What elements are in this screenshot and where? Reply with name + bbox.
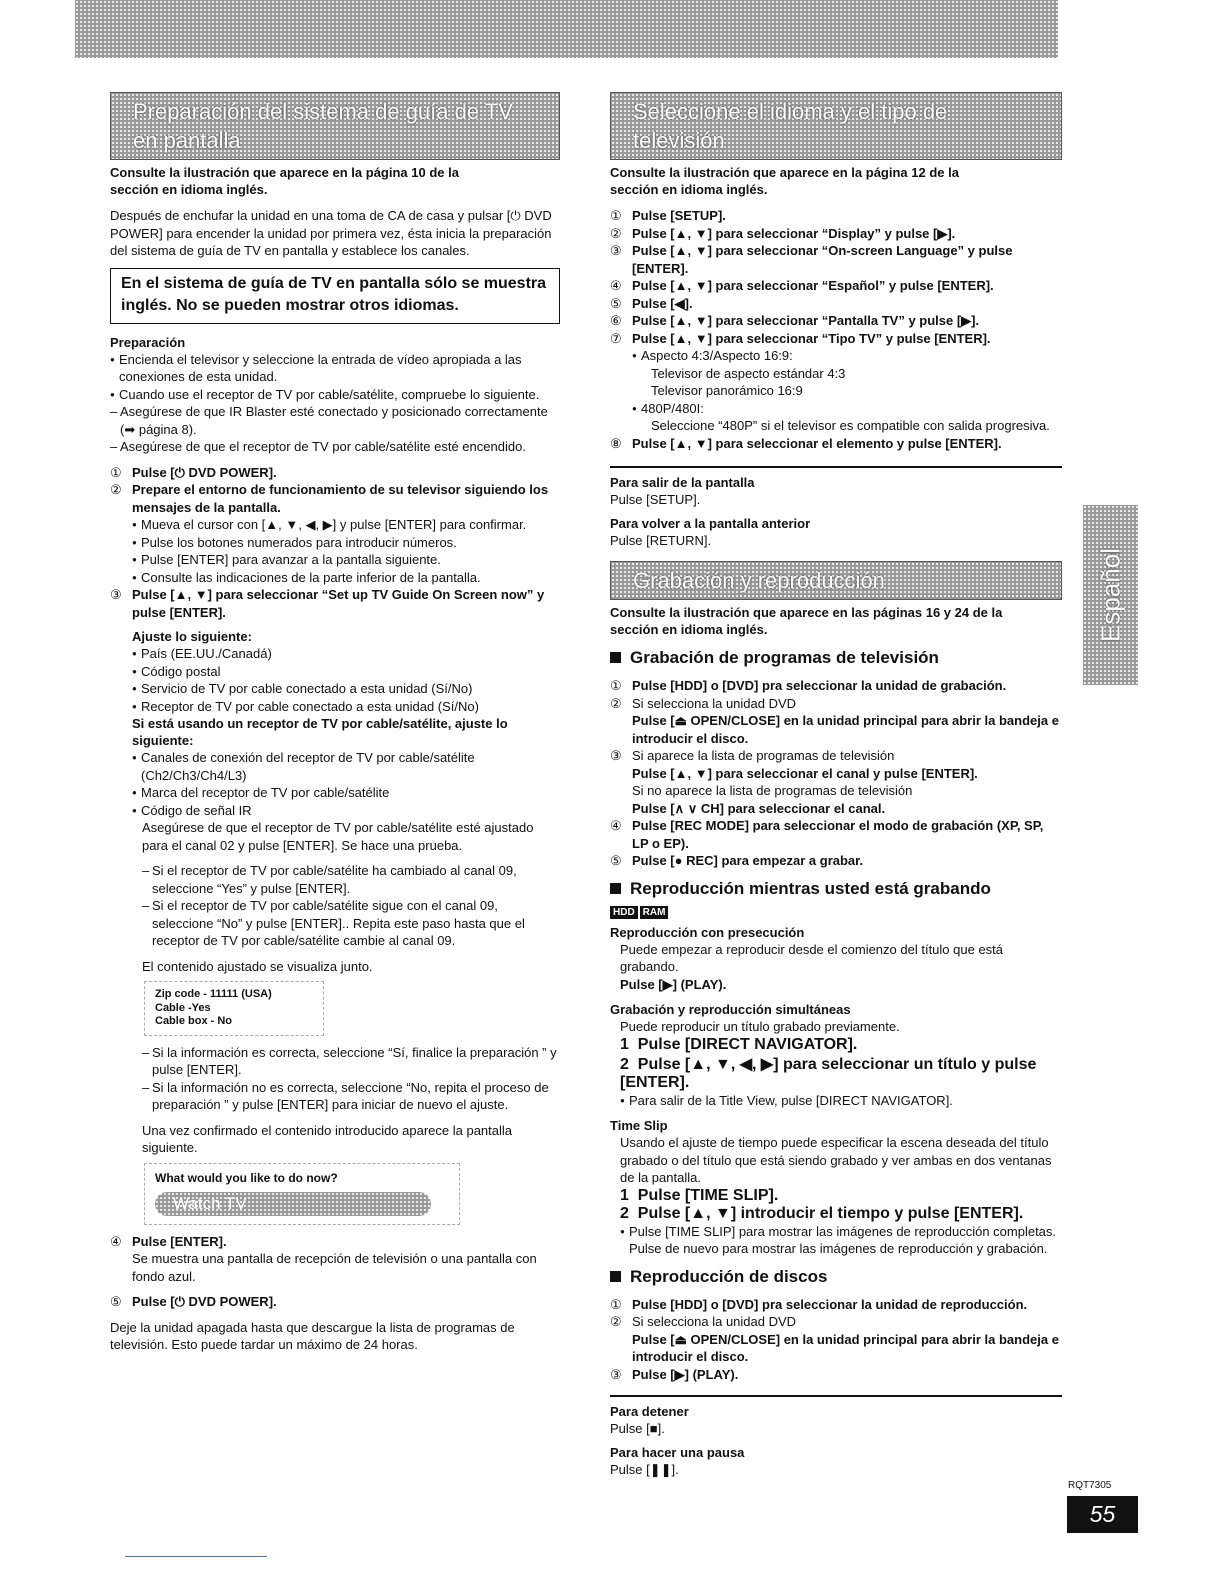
disc-steps: [610, 1296, 1062, 1384]
step-item: [610, 242, 1062, 277]
divider: [610, 1395, 1062, 1397]
intro-line: sección en idioma inglés.: [610, 622, 768, 637]
step-text: Pulse [▲, ▼] para seleccionar “Español” y pulse [ENTER].: [632, 278, 994, 293]
step-text: Pulse [▲, ▼, ◀, ▶] para seleccionar un título y pulse [ENTER].: [620, 1055, 1037, 1091]
osd-line: Cable -Yes: [155, 1001, 211, 1014]
numbered-step: [610, 1036, 1062, 1054]
page-number: 55: [1067, 1496, 1138, 1533]
step-item: [610, 312, 1062, 330]
step-number: ①: [610, 208, 622, 223]
watch-tv-button: Watch TV: [155, 1192, 431, 1216]
intro-line: Consulte la ilustración que aparece en la página 10 de la: [110, 165, 459, 180]
step-bullets: [132, 516, 560, 586]
stop-heading: Para detener: [610, 1404, 689, 1419]
step-text: Pulse [DIRECT NAVIGATOR].: [637, 1035, 858, 1053]
heading-text: Reproducción de discos: [630, 1266, 828, 1286]
divider: [610, 466, 1062, 468]
recording-heading: [610, 647, 1062, 669]
step-text: Pulse [● REC] para empezar a grabar.: [632, 853, 864, 868]
step-text: Pulse [▲, ▼] para seleccionar “On-screen Language” y pulse [ENTER].: [632, 243, 1013, 276]
tv-type-options: [632, 347, 1062, 435]
step-number: ⑤: [610, 853, 622, 868]
step-text: Pulse [HDD] o [DVD] pra seleccionar la unidad de reproducción.: [632, 1296, 1028, 1312]
heading-text: Grabación de programas de televisión: [630, 648, 939, 667]
list-item: ● Pulse [ENTER] para avanzar a la pantalla siguiente.: [132, 551, 560, 569]
list-item: ● Pulse los botones numerados para introducir números.: [132, 534, 560, 552]
ajuste-list: [132, 645, 560, 715]
chase-step: Pulse [▶] (PLAY).: [620, 976, 727, 992]
chase-text: Puede empezar a reproducir desde el comienzo del título que está grabando.: [620, 941, 1004, 974]
banner-line-1: Preparación del sistema de guía de TV: [133, 99, 513, 124]
step-item: [610, 852, 1062, 870]
step-number: ⑥: [610, 313, 622, 328]
heading-text: Reproducción mientras usted está grabando: [630, 878, 991, 898]
aspect-line: Televisor de aspecto estándar 4:3: [651, 365, 846, 381]
step-text: Pulse [SETUP].: [632, 208, 726, 223]
step-item: [610, 435, 1062, 453]
step-number: ⑤: [110, 1294, 122, 1309]
list-item: ● Consulte las indicaciones de la parte inferior de la pantalla.: [132, 569, 560, 587]
numbered-step: [610, 1205, 1062, 1223]
step-text: Pulse [⏻ DVD POWER].: [132, 1294, 277, 1309]
list-item: – Si la información es correcta, seleccione “Sí, finalice la preparación ” y pulse [ENTER].: [142, 1044, 560, 1079]
list-item: – Asegúrese de que IR Blaster esté conectado y posicionado correctamente (➡ página 8).: [110, 403, 560, 438]
step-item: [110, 481, 560, 586]
step-number: ⑤: [610, 295, 622, 311]
prep-heading: Preparación: [110, 334, 186, 350]
list-item: – Si el receptor de TV por cable/satélite ha cambiado al canal 09, seleccione “Yes” y pulse [ENTER].: [142, 862, 560, 897]
side-tab-label: Español: [1095, 548, 1125, 642]
step-item: [610, 330, 1062, 435]
left-column: [110, 92, 560, 1354]
slip-heading: Time Slip: [610, 1118, 668, 1133]
step-number: ④: [610, 278, 622, 293]
step-text: Pulse [▲, ▼] para seleccionar “Tipo TV” y pulse [ENTER].: [632, 330, 991, 346]
step-number: ②: [610, 695, 622, 711]
info-dash-list: [132, 1044, 560, 1114]
body-paragraph: Después de enchufar la unidad en una toma de CA de casa y pulsar [⏻ DVD POWER] para encender la unidad por primera vez, ésta inicia la preparación del sistema de guía de TV en pantalla y establece los canales.: [110, 208, 552, 258]
step-note: Si selecciona la unidad DVD: [632, 1314, 797, 1329]
top-halftone-band: [75, 0, 1058, 58]
list-item: ● Cuando use el receptor de TV por cable/satélite, compruebe lo siguiente.: [110, 386, 560, 404]
intro-line: sección en idioma inglés.: [610, 182, 768, 197]
pause-heading: Para hacer una pausa: [610, 1444, 745, 1460]
step-item: [610, 295, 1062, 313]
list-item: – Si la información no es correcta, seleccione “No, repita el proceso de preparación ” y pulse [ENTER] para iniciar de nuevo el ajuste.: [142, 1079, 560, 1114]
aspect-head: ● Aspecto 4:3/Aspecto 16:9:: [641, 348, 793, 363]
step-number: ⑧: [610, 435, 622, 451]
back-text: Pulse [RETURN].: [610, 532, 712, 548]
step-text: Pulse [▲, ▼] para seleccionar “Pantalla TV” y pulse [▶].: [632, 313, 980, 328]
step-text: Pulse [∧ ∨ CH] para seleccionar el canal.: [632, 800, 886, 816]
document-code: RQT7305: [1068, 1480, 1112, 1491]
step-item: [610, 207, 1062, 225]
step-item: [110, 586, 560, 1225]
osd-line: Zip code - 11111 (USA): [155, 988, 272, 1000]
prep-list: [110, 351, 560, 404]
ir-note: Asegúrese de que el receptor de TV por cable/satélite esté ajustado para el canal 02 y pulse [ENTER]. Se hace una prueba.: [142, 820, 534, 853]
step-text: Pulse [▲, ▼] para seleccionar el canal y pulse [ENTER].: [632, 765, 978, 781]
back-heading: Para volver a la pantalla anterior: [610, 515, 811, 531]
banner-line-1: Grabación y reproducción: [633, 568, 885, 593]
exit-heading: Para salir de la pantalla: [610, 475, 755, 490]
cable-heading: Si está usando un receptor de TV por cable/satélite, ajuste lo siguiente:: [132, 716, 508, 748]
step-number: ②: [610, 225, 622, 241]
step-text: Pulse [▲, ▼] introducir el tiempo y pulse [ENTER].: [637, 1204, 1024, 1222]
banner-line-1: Seleccione el idioma y el tipo de: [633, 99, 948, 124]
step-number: ③: [610, 243, 622, 258]
step-text: Pulse [▲, ▼] para seleccionar el elemento y pulse [ENTER].: [632, 435, 1002, 451]
banner-line-2: en pantalla: [133, 128, 241, 153]
step-item: [110, 1293, 560, 1311]
intro-reference: [110, 164, 560, 198]
ajuste-heading: Ajuste lo siguiente:: [132, 629, 252, 644]
p480-text: Seleccione “480P” si el televisor es compatible con salida progresiva.: [651, 418, 1050, 433]
step-note: Si no aparece la lista de programas de televisión: [632, 783, 913, 798]
prep-dash-list: [110, 403, 560, 456]
step-number: 1: [620, 1186, 629, 1204]
simul-text: Puede reproducir un título grabado previamente.: [620, 1019, 900, 1034]
numbered-step: [610, 1187, 1062, 1205]
slip-note-list: [610, 1223, 1062, 1258]
step-number: ④: [610, 818, 622, 833]
step-number: ②: [110, 482, 122, 497]
intro-line: Consulte la ilustración que aparece en las páginas 16 y 24 de la: [610, 605, 1003, 620]
square-bullet-icon: [610, 883, 621, 894]
pause-text: Pulse [❚❚].: [610, 1461, 679, 1477]
intro-line: sección en idioma inglés.: [110, 182, 268, 197]
step-text: Pulse [▲, ▼] para seleccionar “Display” y pulse [▶].: [632, 225, 956, 241]
content-note: El contenido ajustado se visualiza junto.: [142, 958, 373, 974]
list-item: ● Código de señal IR: [132, 802, 560, 820]
intro-reference: [610, 604, 1062, 638]
list-item: ● Mueva el cursor con [▲, ▼, ◀, ▶] y pulse [ENTER] para confirmar.: [132, 516, 560, 534]
banner-line-2: televisión: [633, 128, 725, 153]
list-item: ● Receptor de TV por cable conectado a esta unidad (Sí/No): [132, 698, 560, 716]
step-number: ④: [110, 1233, 122, 1249]
step-number: ①: [610, 678, 622, 693]
step-item: [110, 1233, 560, 1286]
list-item: – Asegúrese de que el receptor de TV por cable/satélite esté encendido.: [110, 438, 560, 456]
playback-heading: [610, 878, 1062, 900]
confirm-note: Una vez confirmado el contenido introducido aparece la pantalla siguiente.: [142, 1122, 513, 1155]
setup-steps: [110, 464, 560, 1311]
list-item: – Si el receptor de TV por cable/satélite sigue con el canal 09, seleccione “No” y pulse [ENTER].. Repita este paso hasta que el receptor de TV por cable/satélite cambie al canal 09.: [142, 897, 560, 950]
step-item: [610, 817, 1062, 852]
osd-line: Cable box - No: [155, 1015, 233, 1027]
recording-steps: [610, 677, 1062, 870]
osd-question: What would you like to do now?: [155, 1170, 338, 1185]
list-item: ● Marca del receptor de TV por cable/satélite: [132, 784, 560, 802]
disc-badges: [610, 902, 1062, 920]
step-item: [610, 277, 1062, 295]
footer-line: [125, 1556, 267, 1557]
list-item: ● Canales de conexión del receptor de TV por cable/satélite (Ch2/Ch3/Ch4/L3): [132, 749, 560, 784]
step-number: ③: [110, 587, 122, 602]
square-bullet-icon: [610, 652, 621, 663]
stop-text: Pulse [■].: [610, 1421, 665, 1436]
list-item: [632, 400, 1062, 435]
list-item: ● Código postal: [132, 663, 560, 681]
step-number: 2: [620, 1055, 629, 1073]
step-number: 1: [620, 1035, 629, 1053]
intro-reference: [610, 164, 1062, 198]
aspect-line: Televisor panorámico 16:9: [651, 383, 803, 398]
simul-note-list: [610, 1092, 1062, 1110]
p480-head: ● 480P/480I:: [641, 400, 704, 416]
step-item: [610, 677, 1062, 695]
step-number: ①: [610, 1296, 622, 1312]
step-number: 2: [620, 1204, 629, 1222]
language-side-tab: [1083, 505, 1138, 685]
step-text: Prepare el entorno de funcionamiento de su televisor siguiendo los mensajes de la pantalla.: [132, 482, 549, 515]
step-item: [610, 695, 1062, 748]
ram-badge: RAM: [640, 906, 669, 919]
step-note: Si selecciona la unidad DVD: [632, 695, 797, 711]
step-item: [610, 1313, 1062, 1366]
notice-box: En el sistema de guía de TV en pantalla sólo se muestra inglés. No se pueden mostrar otros idiomas.: [110, 268, 560, 324]
list-item: ● Encienda el televisor y seleccione la entrada de vídeo apropiada a las conexiones de esta unidad.: [110, 351, 560, 386]
step-number: ①: [110, 464, 122, 480]
step-number: ⑦: [610, 330, 622, 346]
language-steps: [610, 207, 1062, 452]
right-column: [610, 92, 1062, 1478]
numbered-step: [610, 1054, 1062, 1092]
list-item: ● Para salir de la Title View, pulse [DIRECT NAVIGATOR].: [620, 1092, 1062, 1110]
step-text: Pulse [▲, ▼] para seleccionar “Set up TV Guide On Screen now” y pulse [ENTER].: [132, 587, 545, 620]
list-item: [632, 347, 1062, 400]
step-desc: Se muestra una pantalla de recepción de televisión o una pantalla con fondo azul.: [132, 1251, 537, 1284]
step-text: Pulse [◀].: [632, 295, 693, 311]
step-text: Pulse [HDD] o [DVD] pra seleccionar la unidad de grabación.: [632, 678, 1007, 693]
step-number: ③: [610, 1366, 622, 1382]
step-text: Pulse [▶] (PLAY).: [632, 1366, 739, 1382]
chase-heading: Reproducción con presecución: [610, 924, 805, 940]
step-item: [110, 464, 560, 482]
step-text: Pulse [⏏ OPEN/CLOSE] en la unidad principal para abrir la bandeja e introducir el disco.: [632, 713, 1059, 746]
step-text: Pulse [REC MODE] para seleccionar el modo de grabación (XP, SP, LP o EP).: [632, 818, 1044, 851]
list-item: ● Servicio de TV por cable conectado a esta unidad (Sí/No): [132, 680, 560, 698]
square-bullet-icon: [610, 1271, 621, 1282]
slip-text: Usando el ajuste de tiempo puede especificar la escena deseada del título grabado o del título que está siendo grabado y ver ambas en dos ventanas de la pantalla.: [620, 1135, 1052, 1185]
step-item: [610, 747, 1062, 817]
ir-dash-list: [132, 862, 560, 950]
list-item: ● País (EE.UU./Canadá): [132, 645, 560, 663]
cable-list: [132, 749, 560, 819]
section-banner-recording: [610, 561, 1062, 600]
intro-line: Consulte la ilustración que aparece en la página 12 de la: [610, 165, 959, 180]
hdd-badge: HDD: [610, 906, 638, 919]
step-text: Pulse [⏏ OPEN/CLOSE] en la unidad principal para abrir la bandeja e introducir el disco.: [632, 1331, 1059, 1364]
step-item: [610, 1296, 1062, 1314]
step-text: Pulse [⏻ DVD POWER].: [132, 464, 277, 480]
section-banner-tv-guide: [110, 92, 560, 160]
exit-text: Pulse [SETUP].: [610, 492, 701, 507]
osd-next-screen: [144, 1163, 460, 1225]
step-text: Pulse [ENTER].: [132, 1233, 227, 1249]
step-text: Pulse [TIME SLIP].: [637, 1186, 779, 1204]
list-item: ● Pulse [TIME SLIP] para mostrar las imágenes de reproducción completas. Pulse de nuevo para mostrar las imágenes de reproducción y grabación.: [620, 1223, 1062, 1258]
step-item: [610, 1366, 1062, 1384]
step-note: Si aparece la lista de programas de televisión: [632, 748, 895, 763]
osd-settings-box: [144, 981, 324, 1036]
section-banner-language: [610, 92, 1062, 160]
disc-playback-heading: [610, 1266, 1062, 1288]
closing-paragraph: Deje la unidad apagada hasta que descargue la lista de programas de televisión. Esto puede tardar un máximo de 24 horas.: [110, 1319, 515, 1352]
simul-heading: Grabación y reproducción simultáneas: [610, 1002, 851, 1017]
step-number: ③: [610, 748, 622, 763]
step-item: [610, 225, 1062, 243]
step-number: ②: [610, 1314, 622, 1329]
